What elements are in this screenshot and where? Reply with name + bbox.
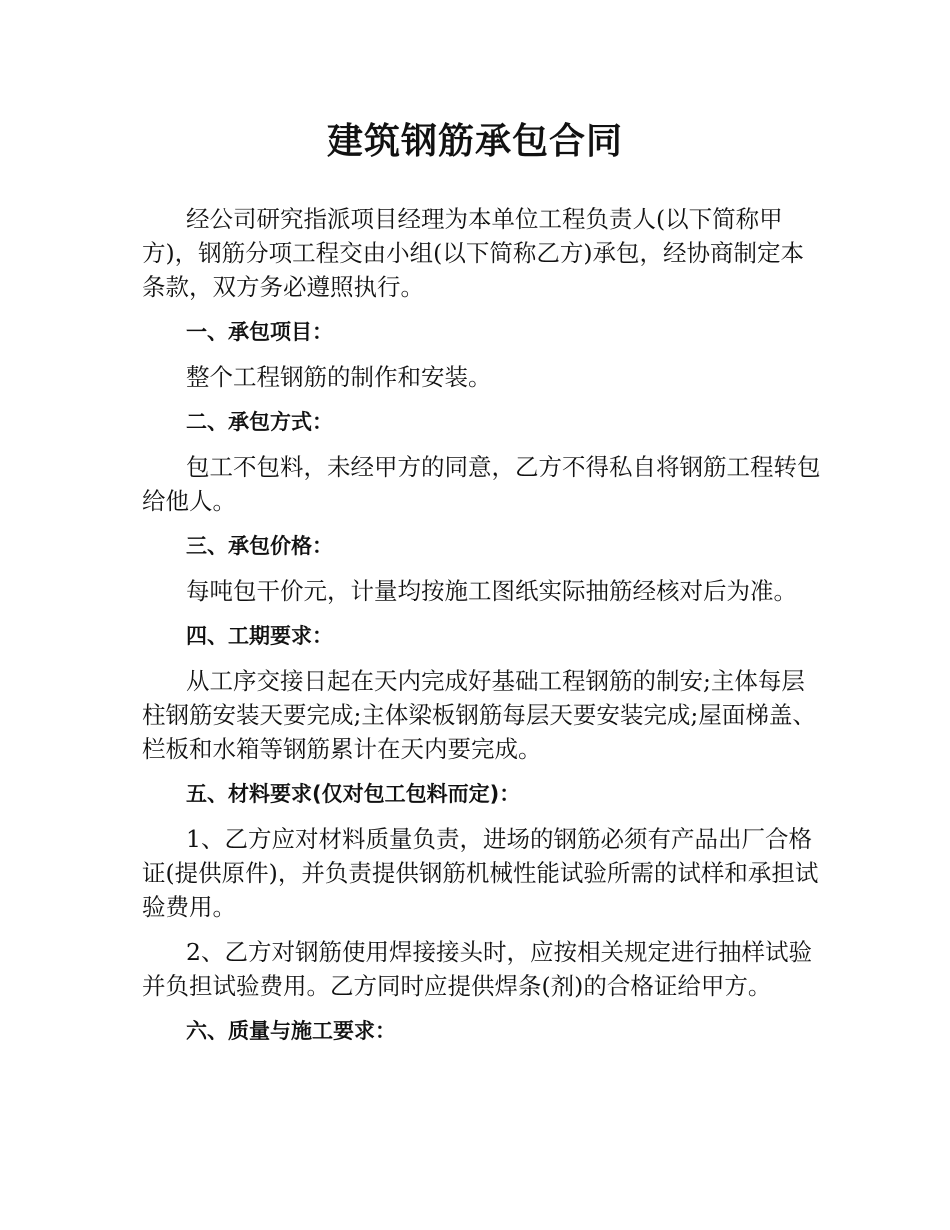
section-4-paragraph-1: 从工序交接日起在天内完成好基础工程钢筋的制安;主体每层柱钢筋安装天要完成;主体梁板钢筋每层天要安装完成;屋面梯盖、栏板和水箱等钢筋累计在天内要完成。 bbox=[142, 667, 816, 763]
section-heading-6: 六、质量与施工要求： bbox=[186, 1019, 396, 1043]
section-heading-4: 四、工期要求： bbox=[186, 624, 333, 648]
document-title: 建筑钢筋承包合同 bbox=[326, 121, 623, 162]
section-heading-5: 五、材料要求(仅对包工包料而定)： bbox=[186, 782, 521, 806]
section-3-paragraph-1: 每吨包干价元，计量均按施工图纸实际抽筋经核对后为准。 bbox=[186, 577, 797, 605]
section-heading-3: 三、承包价格： bbox=[186, 534, 333, 558]
section-heading-1: 一、承包项目： bbox=[186, 320, 333, 344]
section-5-paragraph-1: 1、乙方应对材料质量负责，进场的钢筋必须有产品出厂合格证(提供原件)，并负责提供钢筋机械性能试验所需的试样和承担试验费用。 bbox=[142, 825, 819, 921]
section-1-paragraph-1: 整个工程钢筋的制作和安装。 bbox=[186, 363, 492, 391]
section-heading-2: 二、承包方式： bbox=[186, 410, 333, 434]
document-body bbox=[142, 202, 822, 1059]
section-2-paragraph-1: 包工不包料，未经甲方的同意，乙方不得私自将钢筋工程转包给他人。 bbox=[142, 453, 821, 515]
intro-paragraph: 经公司研究指派项目经理为本单位工程负责人(以下简称甲方)，钢筋分项工程交由小组(以下简称乙方)承包，经协商制定本条款，双方务必遵照执行。 bbox=[142, 205, 805, 301]
section-5-paragraph-2: 2、乙方对钢筋使用焊接接头时，应按相关规定进行抽样试验并负担试验费用。乙方同时应提供焊条(剂)的合格证给甲方。 bbox=[142, 938, 812, 1000]
